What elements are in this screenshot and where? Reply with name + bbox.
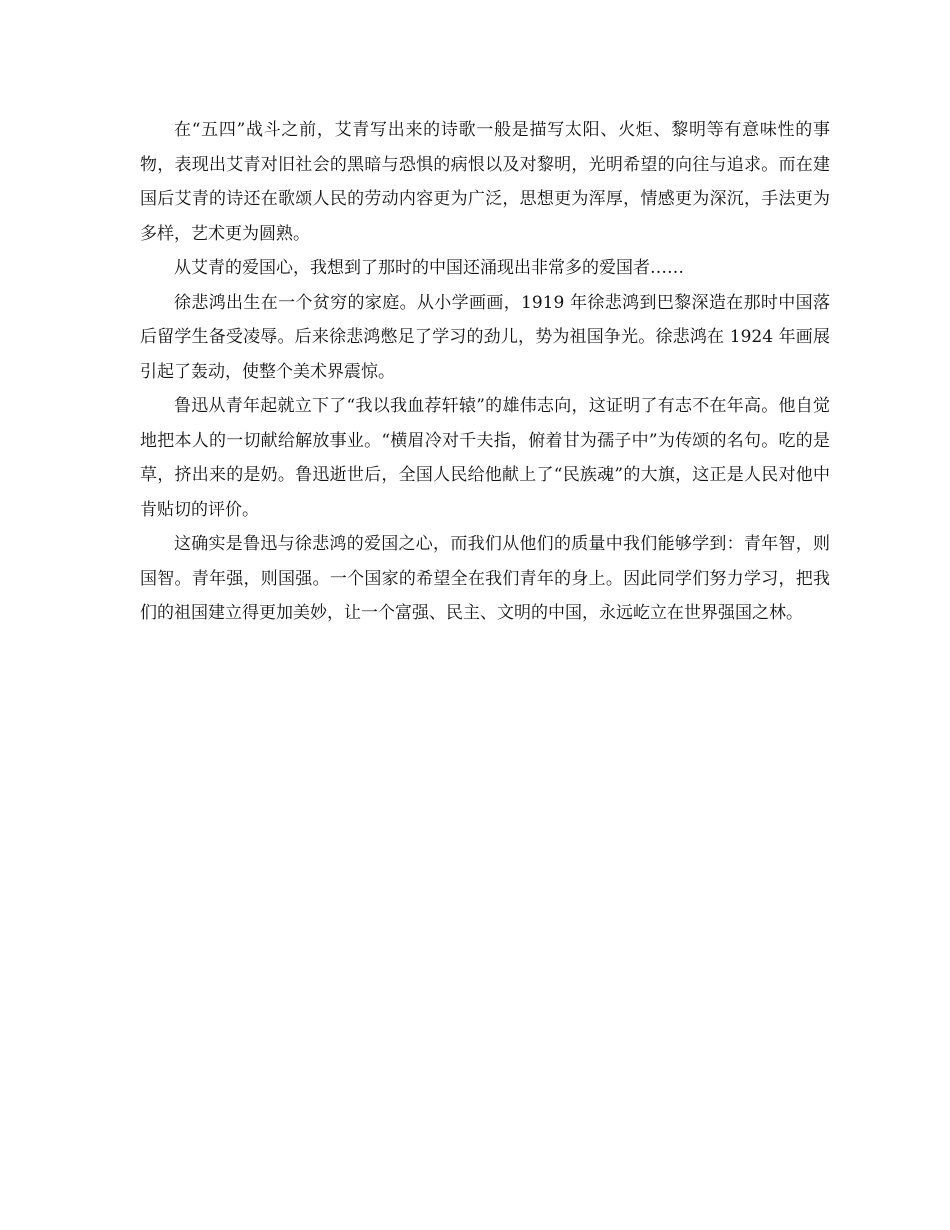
paragraph-aiqing: 在“五四”战斗之前，艾青写出来的诗歌一般是描写太阳、火炬、黎明等有意味性的事物，表现出艾青对旧社会的黑暗与恐惧的病恨以及对黎明，光明希望的向往与追求。而在建国后艾青的诗还在歌颂人民的劳动内容更为广泛，思想更为浑厚，情感更为深沉，手法更为多样，艺术更为圆熟。 xyxy=(140,120,830,244)
paragraph-xu-beihong: 徐悲鸿出生在一个贫穷的家庭。从小学画画，1919 年徐悲鸿到巴黎深造在那时中国落后留学生备受凌辱。后来徐悲鸿憋足了学习的劲儿，势为祖国争光。徐悲鸿在 1924 年画展引起了轰动，使整个美术界震惊。 xyxy=(140,292,830,382)
document-body xyxy=(140,113,830,631)
paragraph-patriots-intro: 从艾青的爱国心，我想到了那时的中国还涌现出非常多的爱国者…… xyxy=(174,258,684,278)
paragraph-conclusion: 这确实是鲁迅与徐悲鸿的爱国之心，而我们从他们的质量中我们能够学到：青年智，则国智。青年强，则国强。一个国家的希望全在我们青年的身上。因此同学们努力学习，把我们的祖国建立得更加美妙，让一个富强、民主、文明的中国，永远屹立在世界强国之林。 xyxy=(140,534,830,623)
paragraph-lu-xun: 鲁迅从青年起就立下了“我以我血荐轩辕”的雄伟志向，这证明了有志不在年高。他自觉地把本人的一切献给解放事业。“横眉冷对千夫指，俯着甘为孺子中”为传颂的名句。吃的是草，挤出来的是奶。鲁迅逝世后，全国人民给他献上了“民族魂”的大旗，这正是人民对他中肯贴切的评价。 xyxy=(140,396,830,520)
